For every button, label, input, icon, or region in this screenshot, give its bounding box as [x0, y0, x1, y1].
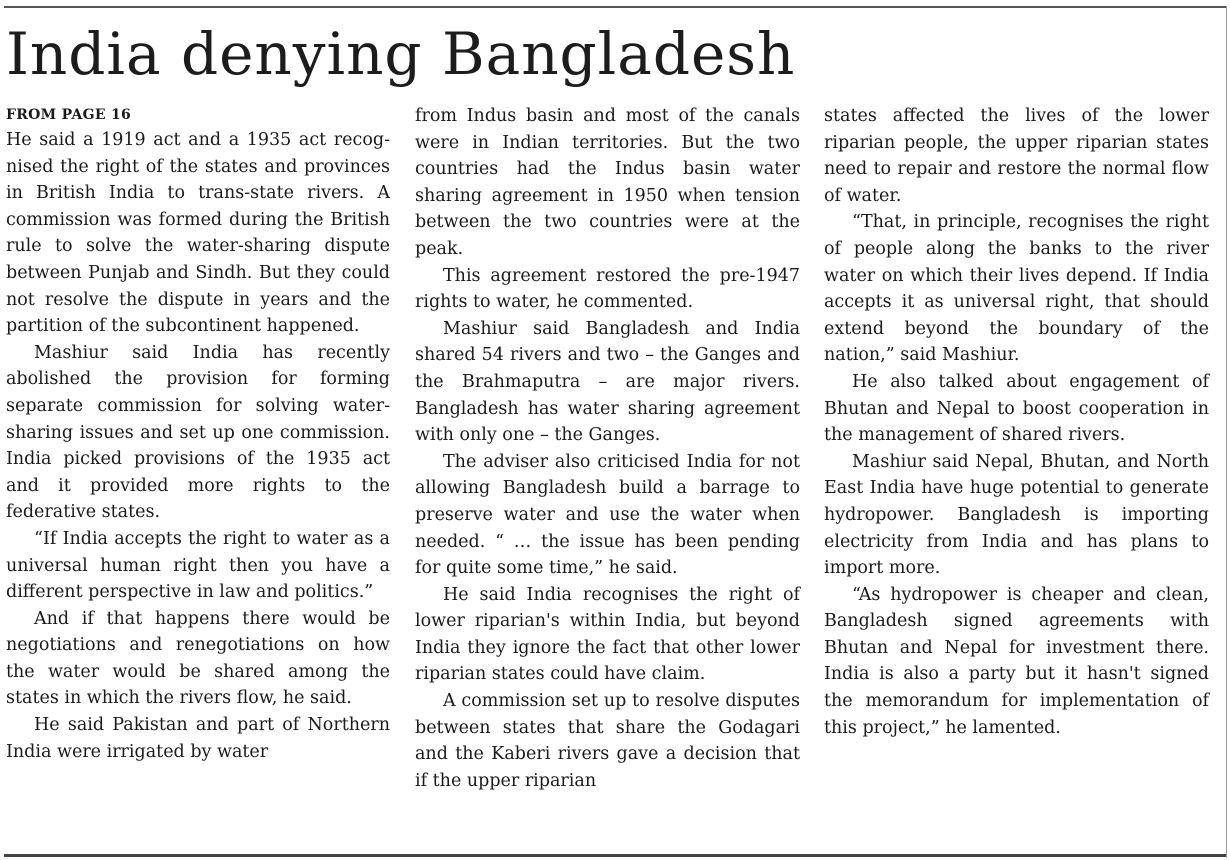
- paragraph: The adviser also criticised India for not allowing Bangladesh build a barrage to preserve water and use the water when needed. “ … the issue has been pending for quite some time,” he said.: [415, 451, 800, 579]
- paragraph: Mashiur said Bangladesh and India shared 54 rivers and two – the Ganges and the Brahmaputra – are major rivers. Bangladesh has water sharing agreement with only one – the Ganges.: [415, 318, 800, 446]
- bottom-rule: [4, 854, 1226, 857]
- paragraph: He said India recognises the right of lower riparian's within India, but beyond India they ignore the fact that other lower riparian states could have claim.: [415, 584, 800, 685]
- paragraph: “That, in principle, recognises the right of people along the banks to the river water on which their lives depend. If India accepts it as universal right, that should extend beyond the boundary of the nation,” said Mashiur.: [824, 212, 1209, 366]
- paragraph: A commission set up to resolve disputes between states that share the Godagari and the Kaberi rivers gave a decision that if the upper riparian: [415, 691, 800, 791]
- paragraph: Mashiur said Nepal, Bhutan, and North East India have huge potential to generate hydropower. Bangladesh is importing electricity from India and has plans to import more.: [824, 451, 1209, 579]
- paragraph: Mashiur said India has recently abolished the provision for forming separate commission for solving water-sharing issues and set up one commission. India picked provisions of the 1935 act and it provided more rights to the federative states.: [6, 342, 390, 523]
- paragraph: “As hydropower is cheaper and clean, Bangladesh signed agreements with Bhutan and Nepal for investment there. India is also a party but it hasn't signed the memorandum for implementation of this project,” he lamented.: [824, 584, 1209, 738]
- paragraph: states affected the lives of the lower riparian people, the upper riparian states need to repair and restore the normal flow of water.: [824, 106, 1209, 206]
- paragraph: “If India accepts the right to water as a universal human right then you have a different perspective in law and politics.”: [6, 528, 390, 603]
- right-border: [1226, 6, 1227, 858]
- paragraph: This agreement restored the pre-1947 rights to water, he commented.: [415, 265, 800, 313]
- headline: India denying Bangladesh: [6, 20, 796, 88]
- paragraph: from Indus basin and most of the canals were in Indian territories. But the two countries had the Indus basin water sharing agreement in 1950 when tension between the two countries were at the peak.: [415, 106, 800, 259]
- article-column-2: [415, 103, 800, 794]
- top-rule: [4, 6, 1226, 8]
- article-column-1: [6, 103, 390, 765]
- continuation-label: FROM PAGE 16: [6, 107, 132, 123]
- paragraph: He said Pakistan and part of Northern India were irrigated by water: [6, 715, 390, 762]
- paragraph: He said a 1919 act and a 1935 act recognised the right of the states and provinces in British India to trans-state rivers. A commission was formed during the British rule to solve the water-sharing dispute between Punjab and Sindh. But they could not resolve the dispute in years and the partition of the subcontinent happened.: [6, 130, 390, 337]
- paragraph: And if that happens there would be negotiations and renegotiations on how the water would be shared among the states in which the rivers flow, he said.: [6, 608, 390, 709]
- article-column-3: [824, 103, 1209, 741]
- paragraph: He also talked about engagement of Bhutan and Nepal to boost cooperation in the management of shared rivers.: [824, 371, 1209, 446]
